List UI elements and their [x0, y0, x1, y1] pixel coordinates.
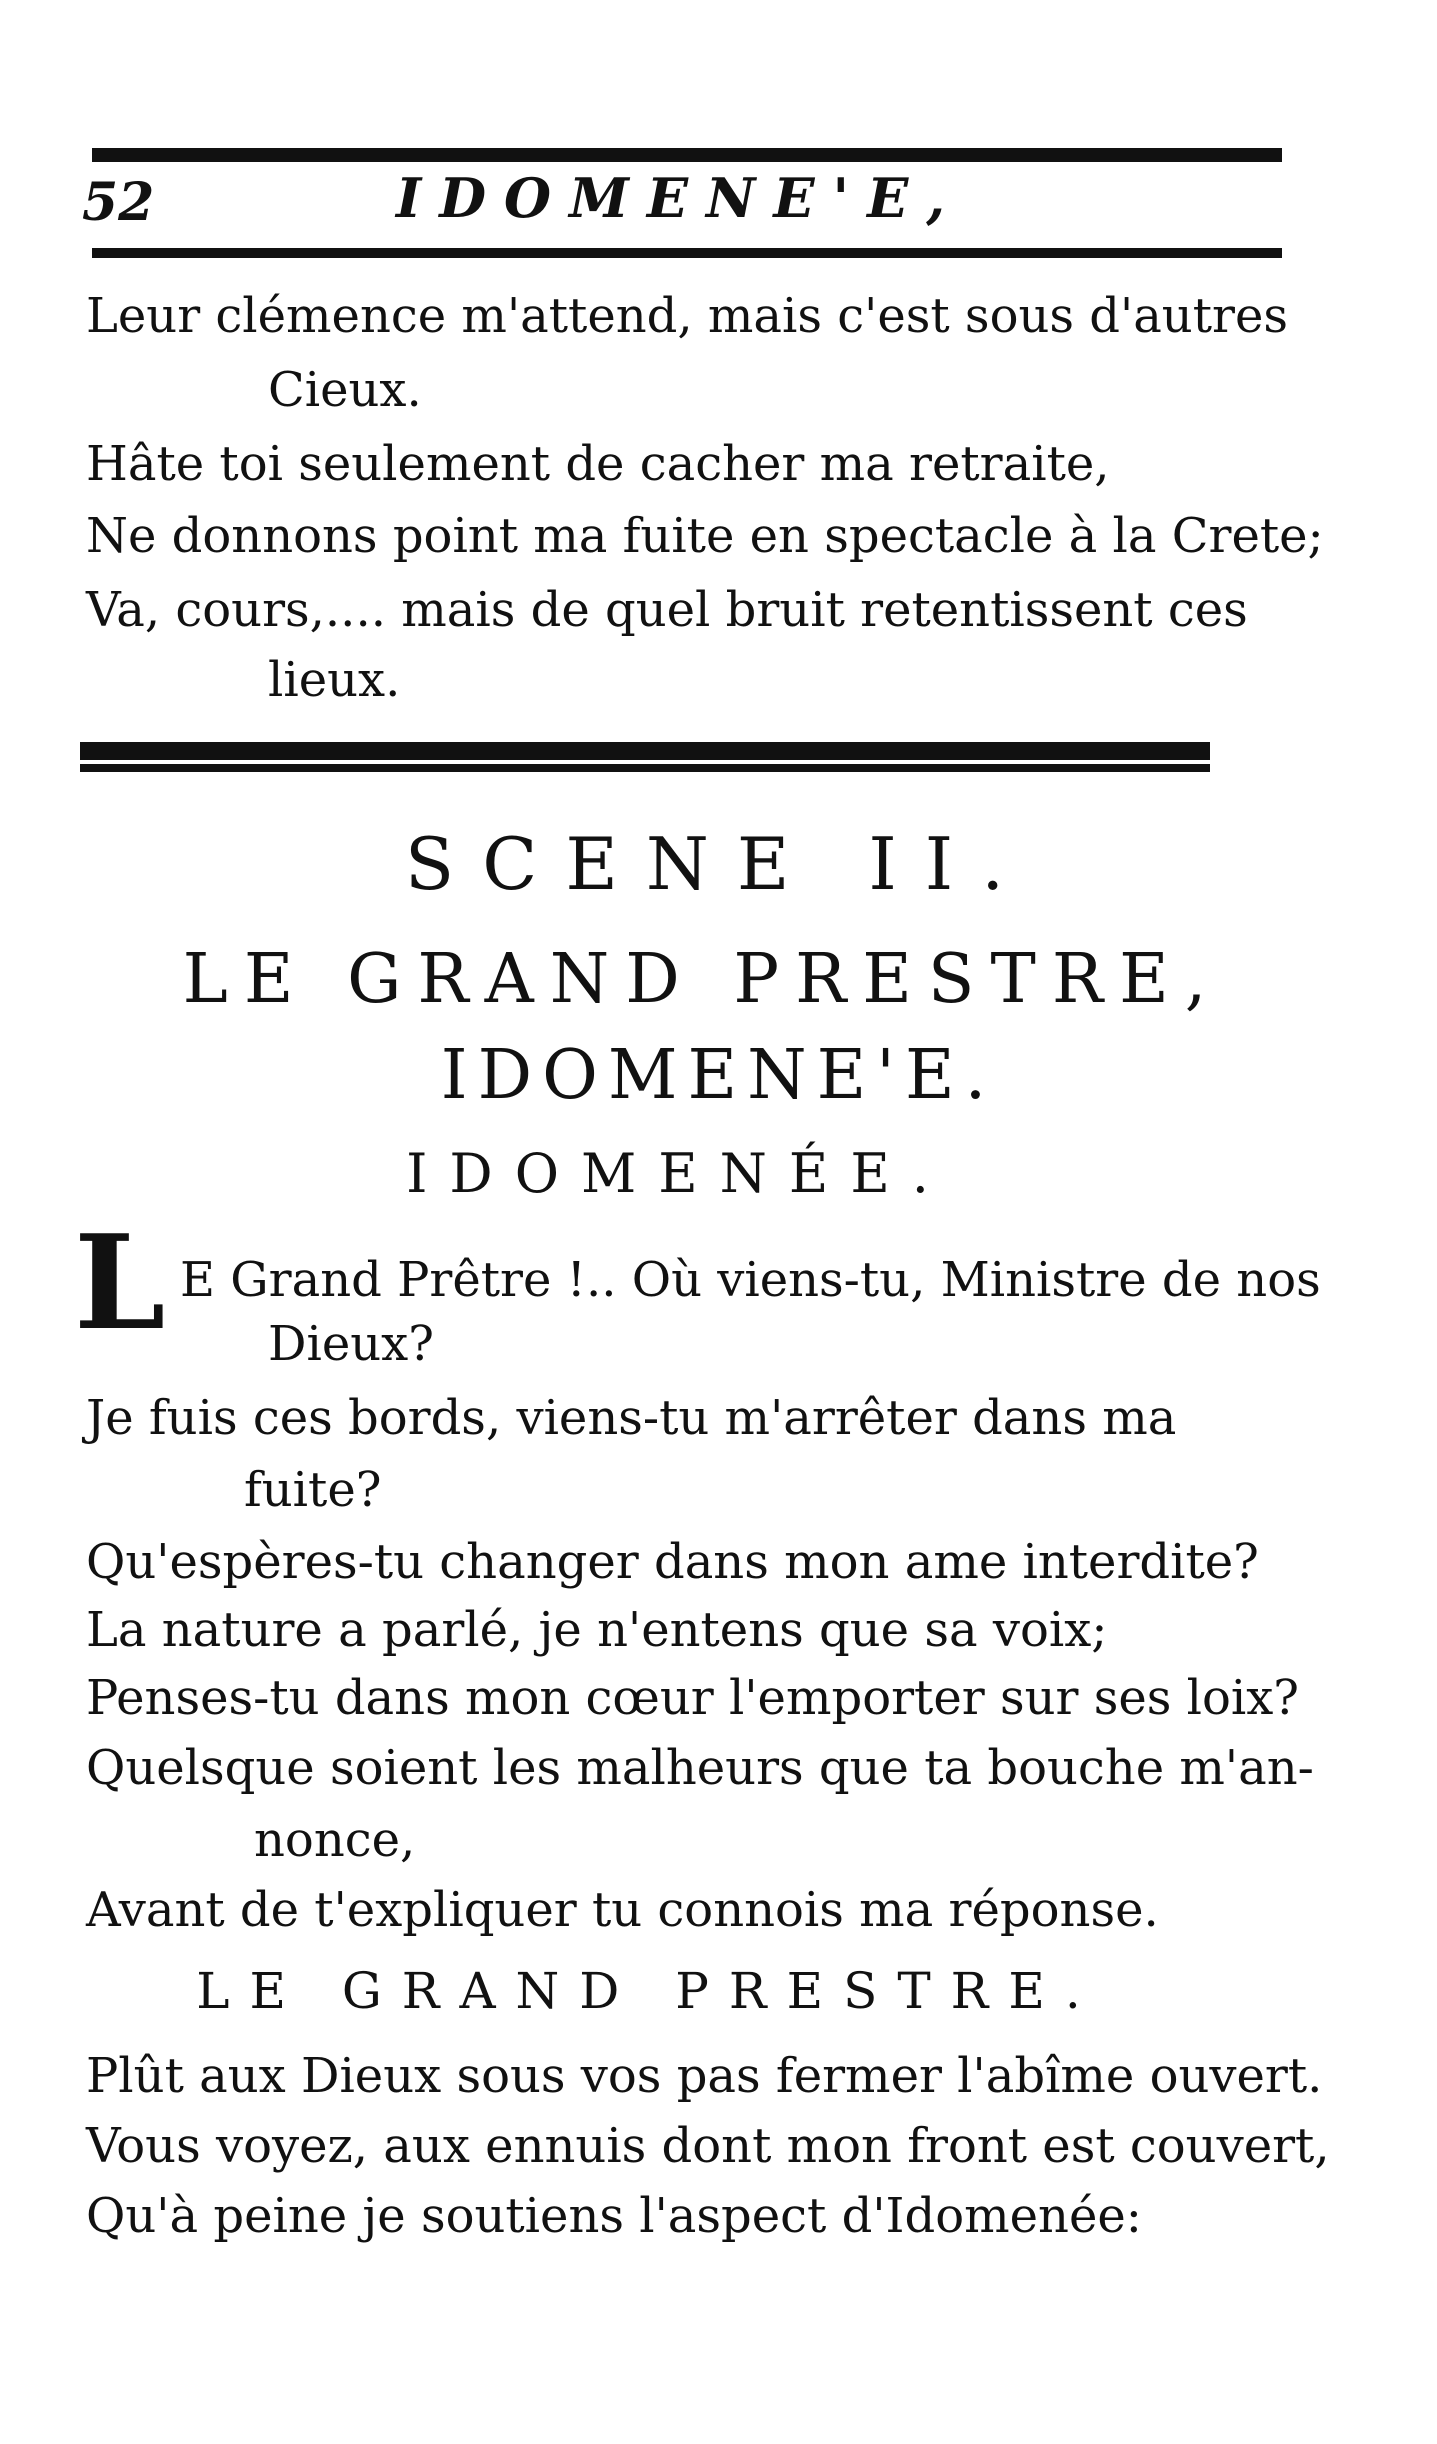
verse-line: Je fuis ces bords, viens-tu m'arrêter dans ma	[86, 1390, 1177, 1446]
verse-line: Qu'à peine je soutiens l'aspect d'Idomenée:	[86, 2188, 1142, 2244]
verse-line: Ne donnons point ma fuite en spectacle à la Crete;	[86, 508, 1324, 564]
scene-divider-thin	[80, 764, 1210, 772]
scene-title: SCENE II.	[404, 822, 1033, 906]
verse-line: Qu'espères-tu changer dans mon ame interdite?	[86, 1534, 1259, 1590]
verse-line-continuation: Dieux?	[268, 1316, 434, 1372]
verse-line: Plût aux Dieux sous vos pas fermer l'abîme ouvert.	[86, 2048, 1323, 2104]
scene-divider-thick	[80, 742, 1210, 760]
verse-line: La nature a parlé, je n'entens que sa voix;	[86, 1602, 1108, 1658]
verse-line-continuation: fuite?	[244, 1462, 382, 1518]
scene-characters-line-1: LE GRAND PRESTRE,	[182, 940, 1223, 1019]
verse-line: Penses-tu dans mon cœur l'emporter sur ses loix?	[86, 1670, 1300, 1726]
verse-line-continuation: lieux.	[268, 652, 401, 708]
verse-line-continuation: Cieux.	[268, 362, 422, 418]
page-number: 52	[82, 172, 155, 233]
speaker-name: LE GRAND PRESTRE.	[196, 1962, 1101, 2020]
running-title: IDOMENE'E,	[395, 166, 964, 230]
verse-line: Vous voyez, aux ennuis dont mon front est couvert,	[86, 2118, 1330, 2174]
verse-line: E Grand Prêtre !.. Où viens-tu, Ministre de nos	[180, 1252, 1321, 1308]
verse-line: Va, cours,.... mais de quel bruit retentissent ces	[86, 582, 1248, 638]
verse-line: Avant de t'expliquer tu connois ma réponse.	[86, 1882, 1159, 1938]
verse-line: Hâte toi seulement de cacher ma retraite,	[86, 436, 1110, 492]
verse-line: Leur clémence m'attend, mais c'est sous d'autres	[86, 288, 1288, 344]
scene-characters-line-2: IDOMENE'E.	[440, 1036, 997, 1115]
running-head	[72, 158, 1287, 233]
verse-line: Quelsque soient les malheurs que ta bouche m'an-	[86, 1740, 1314, 1796]
header-rule-bottom	[92, 248, 1282, 258]
drop-cap: L	[74, 1206, 166, 1359]
speaker-name: IDOMENÉE.	[406, 1142, 951, 1205]
verse-line-continuation: nonce,	[254, 1812, 416, 1868]
